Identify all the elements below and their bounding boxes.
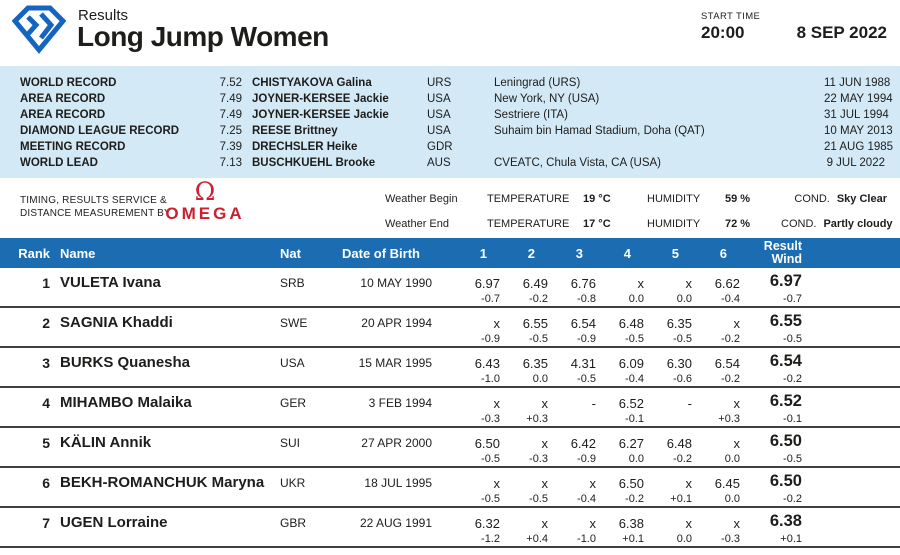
athlete-rank: 1	[42, 275, 50, 291]
column-header-attempt-4: 4	[623, 245, 631, 261]
results-table-body	[0, 268, 900, 548]
attempt-3-mark: x	[589, 516, 596, 531]
page-header	[0, 0, 900, 66]
record-nationality: USA	[427, 93, 451, 105]
record-type-label: MEETING RECORD	[20, 141, 126, 153]
attempt-5-mark: -	[687, 396, 692, 411]
attempt-4-mark: 6.38	[618, 516, 644, 531]
record-nationality: USA	[427, 125, 451, 137]
attempt-5-mark: 6.30	[666, 356, 692, 371]
attempt-6-wind: -0.4	[721, 292, 740, 305]
results-label: Results	[78, 7, 129, 24]
attempt-3-mark: 6.54	[570, 316, 596, 331]
humidity-label: HUMIDITY	[647, 193, 701, 205]
attempt-4-wind: -0.5	[625, 332, 644, 345]
weather-begin-label: Weather Begin	[385, 193, 458, 205]
weather-end-label: Weather End	[385, 218, 450, 230]
diamond-league-logo-icon	[12, 4, 66, 59]
attempt-1-mark: 6.43	[474, 356, 500, 371]
attempt-2-wind: -0.5	[529, 492, 548, 505]
attempt-4-wind: 0.0	[628, 452, 644, 465]
attempt-4-mark: 6.09	[618, 356, 644, 371]
column-header-result: Result	[763, 239, 802, 253]
attempt-5-wind: -0.2	[673, 452, 692, 465]
best-result: 6.50	[769, 432, 802, 450]
column-header-attempt-3: 3	[575, 245, 583, 261]
attempt-3-wind: -0.9	[577, 332, 596, 345]
attempt-2-mark: x	[541, 516, 548, 531]
attempt-4-wind: -0.2	[625, 492, 644, 505]
attempt-1-wind: -0.3	[481, 412, 500, 425]
attempt-5-wind: 0.0	[676, 532, 692, 545]
athlete-date-of-birth: 15 MAR 1995	[358, 356, 432, 370]
attempt-3-mark: -	[591, 396, 596, 411]
record-mark: 7.25	[219, 125, 242, 137]
attempt-2-mark: 6.35	[522, 356, 548, 371]
attempt-6-wind: +0.3	[718, 412, 740, 425]
attempt-2-wind: -0.2	[529, 292, 548, 305]
athlete-date-of-birth: 22 AUG 1991	[359, 516, 432, 530]
weather-end-row	[385, 218, 893, 230]
record-venue: Leningrad (URS)	[494, 77, 581, 89]
attempt-3-mark: 6.42	[570, 436, 596, 451]
record-row	[20, 91, 893, 107]
attempt-1-mark: 6.97	[474, 276, 500, 291]
record-row	[20, 139, 894, 155]
attempt-6-wind: 0.0	[724, 492, 740, 505]
record-venue: CVEATC, Chula Vista, CA (USA)	[494, 157, 662, 169]
attempt-5-mark: 6.35	[666, 316, 692, 331]
attempt-6-wind: 0.0	[724, 452, 740, 465]
attempt-6-mark: x	[733, 516, 740, 531]
attempt-1-mark: x	[493, 396, 500, 411]
column-header-dob: Date of Birth	[342, 245, 420, 261]
attempt-3-wind: -0.4	[577, 492, 596, 505]
attempt-6-wind: -0.2	[721, 372, 740, 385]
record-athlete-name: REESE Brittney	[252, 125, 338, 137]
attempt-3-mark: 4.31	[570, 356, 596, 371]
attempt-4-wind: -0.1	[625, 412, 644, 425]
records-panel	[0, 66, 900, 178]
athlete-name: SAGNIA Khaddi	[60, 314, 173, 331]
attempt-4-mark: 6.27	[618, 436, 644, 451]
humidity-value: 72 %	[725, 218, 751, 230]
record-date: 22 MAY 1994	[824, 93, 893, 105]
attempt-1-wind: -0.9	[481, 332, 500, 345]
athlete-rank: 4	[42, 395, 50, 411]
record-nationality: URS	[427, 77, 452, 89]
attempt-1-wind: -1.2	[481, 532, 500, 545]
athlete-rank: 7	[42, 515, 50, 531]
record-row	[20, 155, 885, 171]
attempt-5-wind: -0.6	[673, 372, 692, 385]
athlete-nationality: SUI	[280, 436, 301, 450]
attempt-2-mark: 6.49	[522, 276, 548, 291]
attempt-2-mark: x	[541, 436, 548, 451]
attempt-5-wind: 0.0	[676, 292, 692, 305]
timing-service-line1: TIMING, RESULTS SERVICE &	[20, 195, 167, 206]
record-athlete-name: BUSCHKUEHL Brooke	[252, 157, 376, 169]
record-venue: Suhaim bin Hamad Stadium, Doha (QAT)	[494, 125, 705, 137]
attempt-4-wind: -0.4	[625, 372, 644, 385]
result-row	[0, 388, 900, 428]
attempt-2-wind: +0.4	[526, 532, 548, 545]
condition-value: Partly cloudy	[823, 218, 893, 230]
athlete-date-of-birth: 10 MAY 1990	[360, 276, 432, 290]
column-header-attempt-1: 1	[479, 245, 487, 261]
record-date: 9 JUL 2022	[826, 157, 885, 169]
record-date: 10 MAY 2013	[824, 125, 893, 137]
record-mark: 7.49	[219, 93, 242, 105]
attempt-6-mark: x	[733, 316, 740, 331]
record-mark: 7.49	[219, 109, 242, 121]
attempt-2-wind: +0.3	[526, 412, 548, 425]
attempt-1-mark: 6.32	[474, 516, 500, 531]
record-nationality: AUS	[427, 157, 451, 169]
attempt-5-wind: +0.1	[670, 492, 692, 505]
column-header-rank: Rank	[18, 245, 50, 261]
attempt-6-mark: 6.45	[714, 476, 740, 491]
attempt-4-mark: x	[637, 276, 644, 291]
best-result: 6.38	[769, 512, 802, 530]
condition-label: COND.	[794, 193, 830, 205]
event-date: 8 SEP 2022	[796, 23, 887, 42]
attempt-3-mark: x	[589, 476, 596, 491]
attempt-1-wind: -0.7	[481, 292, 500, 305]
best-result-wind: +0.1	[780, 532, 802, 545]
attempt-1-wind: -0.5	[481, 452, 500, 465]
attempt-2-mark: 6.55	[522, 316, 548, 331]
record-athlete-name: JOYNER-KERSEE Jackie	[252, 109, 389, 121]
attempt-1-wind: -1.0	[481, 372, 500, 385]
athlete-date-of-birth: 3 FEB 1994	[368, 396, 432, 410]
condition-label: COND.	[781, 218, 817, 230]
best-result: 6.50	[769, 472, 802, 490]
record-row	[20, 107, 889, 123]
attempt-4-wind: +0.1	[622, 532, 644, 545]
attempt-6-mark: x	[733, 436, 740, 451]
attempt-2-mark: x	[541, 396, 548, 411]
athlete-rank: 3	[42, 355, 50, 371]
record-venue: New York, NY (USA)	[494, 93, 600, 105]
result-row	[0, 428, 900, 468]
attempt-5-mark: x	[685, 276, 692, 291]
best-result: 6.55	[769, 312, 802, 330]
athlete-name: VULETA Ivana	[60, 274, 161, 291]
attempt-6-mark: 6.54	[714, 356, 740, 371]
column-header-attempt-2: 2	[527, 245, 535, 261]
athlete-date-of-birth: 27 APR 2000	[361, 436, 432, 450]
attempt-6-mark: 6.62	[714, 276, 740, 291]
record-row	[20, 123, 893, 139]
temperature-label: TEMPERATURE	[487, 218, 570, 230]
athlete-nationality: SWE	[280, 316, 308, 330]
record-type-label: WORLD LEAD	[20, 157, 98, 169]
attempt-2-wind: -0.3	[529, 452, 548, 465]
service-weather-section	[0, 178, 900, 238]
record-venue: Sestriere (ITA)	[494, 109, 568, 121]
omega-logo-icon	[152, 179, 258, 222]
record-type-label: DIAMOND LEAGUE RECORD	[20, 125, 180, 137]
athlete-nationality: GER	[280, 396, 307, 410]
attempt-4-mark: 6.50	[618, 476, 644, 491]
record-athlete-name: CHISTYAKOVA Galina	[252, 77, 372, 89]
athlete-rank: 5	[42, 435, 50, 451]
attempt-1-wind: -0.5	[481, 492, 500, 505]
page-title: Long Jump Women	[77, 21, 329, 52]
best-result-wind: -0.7	[783, 292, 802, 305]
result-row	[0, 508, 900, 548]
column-header-attempt-5: 5	[671, 245, 679, 261]
column-header-name: Name	[60, 245, 96, 261]
weather-begin-row	[385, 193, 887, 205]
best-result: 6.52	[769, 392, 802, 410]
attempt-2-mark: x	[541, 476, 548, 491]
athlete-name: KÄLIN Annik	[60, 434, 152, 451]
record-nationality: USA	[427, 109, 451, 121]
attempt-6-mark: x	[733, 396, 740, 411]
temperature-value: 17 °C	[583, 218, 611, 230]
attempt-1-mark: x	[493, 316, 500, 331]
temperature-value: 19 °C	[583, 193, 611, 205]
record-athlete-name: DRECHSLER Heike	[252, 141, 358, 153]
best-result: 6.97	[769, 272, 802, 290]
best-result-wind: -0.5	[783, 452, 802, 465]
temperature-label: TEMPERATURE	[487, 193, 570, 205]
athlete-nationality: UKR	[280, 476, 306, 490]
column-header-attempt-6: 6	[719, 245, 727, 261]
best-result: 6.54	[769, 352, 802, 370]
attempt-4-mark: 6.48	[618, 316, 644, 331]
result-row	[0, 268, 900, 308]
timing-service-label	[20, 194, 171, 220]
attempt-5-mark: 6.48	[666, 436, 692, 451]
record-date: 21 AUG 1985	[824, 141, 894, 153]
best-result-wind: -0.1	[783, 412, 802, 425]
attempt-5-mark: x	[685, 476, 692, 491]
omega-symbol: Ω	[194, 177, 216, 206]
record-mark: 7.13	[219, 157, 242, 169]
condition-value: Sky Clear	[836, 193, 887, 205]
attempt-4-wind: 0.0	[628, 292, 644, 305]
record-venue	[494, 139, 824, 155]
attempt-4-mark: 6.52	[618, 396, 644, 411]
attempt-3-mark: 6.76	[570, 276, 596, 291]
athlete-date-of-birth: 20 APR 1994	[361, 316, 432, 330]
attempt-6-wind: -0.3	[721, 532, 740, 545]
start-time-value: 20:00	[701, 23, 745, 42]
record-mark: 7.39	[219, 141, 242, 153]
column-header-wind: Wind	[771, 252, 802, 266]
attempt-6-wind: -0.2	[721, 332, 740, 345]
athlete-date-of-birth: 18 JUL 1995	[364, 476, 432, 490]
record-mark: 7.52	[219, 77, 242, 89]
athlete-name: BURKS Quanesha	[60, 354, 191, 371]
record-nationality: GDR	[427, 141, 453, 153]
athlete-nationality: GBR	[280, 516, 307, 530]
attempt-3-wind: -0.9	[577, 452, 596, 465]
record-date: 11 JUN 1988	[824, 77, 891, 89]
athlete-name: MIHAMBO Malaika	[60, 394, 192, 411]
start-time-label: START TIME	[701, 11, 761, 22]
best-result-wind: -0.2	[783, 372, 802, 385]
record-athlete-name: JOYNER-KERSEE Jackie	[252, 93, 389, 105]
column-header-result-wind	[740, 240, 802, 266]
attempt-2-wind: 0.0	[532, 372, 548, 385]
best-result-wind: -0.5	[783, 332, 802, 345]
attempt-5-mark: x	[685, 516, 692, 531]
attempt-3-wind: -1.0	[577, 532, 596, 545]
result-row	[0, 348, 900, 388]
best-result-wind: -0.2	[783, 492, 802, 505]
attempt-3-wind: -0.5	[577, 372, 596, 385]
results-table-header	[0, 238, 900, 268]
omega-wordmark: OMEGA	[165, 204, 245, 223]
result-row	[0, 468, 900, 508]
athlete-name: BEKH-ROMANCHUK Maryna	[60, 474, 265, 491]
attempt-2-wind: -0.5	[529, 332, 548, 345]
attempt-3-wind: -0.8	[577, 292, 596, 305]
result-row	[0, 308, 900, 348]
record-type-label: AREA RECORD	[20, 93, 106, 105]
athlete-name: UGEN Lorraine	[60, 514, 168, 531]
humidity-value: 59 %	[725, 193, 751, 205]
record-date: 31 JUL 1994	[824, 109, 889, 121]
timing-service-line2: DISTANCE MEASUREMENT BY	[20, 208, 171, 219]
column-header-nat: Nat	[280, 245, 301, 261]
record-type-label: WORLD RECORD	[20, 77, 117, 89]
record-type-label: AREA RECORD	[20, 109, 106, 121]
attempt-1-mark: 6.50	[474, 436, 500, 451]
athlete-rank: 2	[42, 315, 50, 331]
athlete-nationality: USA	[280, 356, 305, 370]
attempt-5-wind: -0.5	[673, 332, 692, 345]
athlete-nationality: SRB	[280, 276, 305, 290]
record-row	[20, 75, 891, 91]
athlete-rank: 6	[42, 475, 50, 491]
attempt-1-mark: x	[493, 476, 500, 491]
humidity-label: HUMIDITY	[647, 218, 701, 230]
